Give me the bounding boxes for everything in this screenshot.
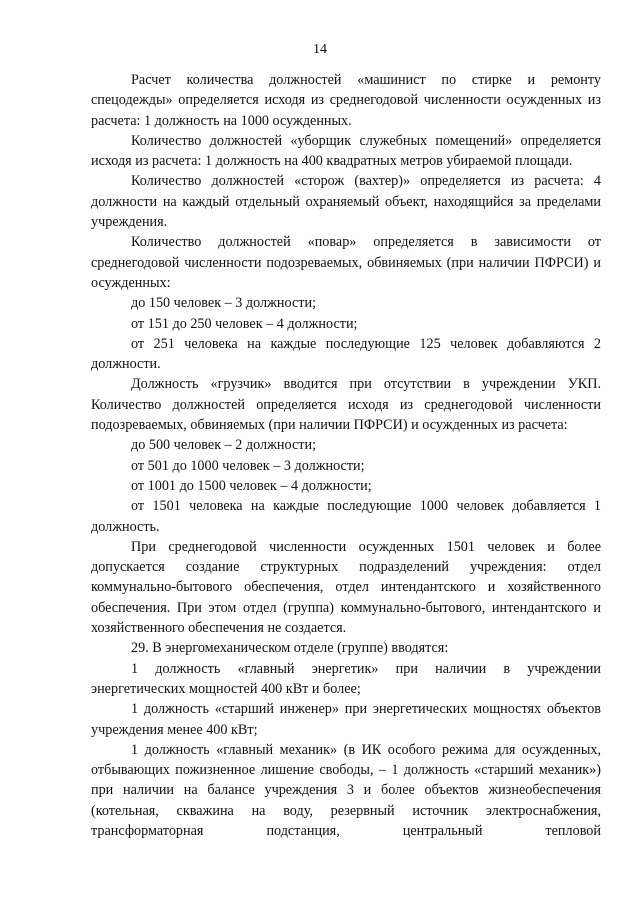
list-item-cook-250: от 151 до 250 человек – 4 должности;	[131, 315, 358, 332]
document-text	[91, 70, 601, 841]
list-item-loader-1501-plus: от 1501 человека на каждые последующие 1000 человек добавляется 1 должность.	[91, 498, 601, 535]
list-item-chief-mechanic: 1 должность «главный механик» (в ИК особого режима для осужденных, отбывающих пожизненное лишение свободы, – 1 должность «старший механик») при наличии на балансе учреждения 3 и более объектов жизнеобеспечения (котельная, скважина на воду, резервный источник электроснабжения, трансформаторная подстанция, центральный тепловой	[91, 741, 601, 839]
list-item-cook-150: до 150 человек – 3 должности;	[131, 295, 317, 312]
page-number: 14	[313, 42, 327, 57]
paragraph-laundry-operator: Расчет количества должностей «машинист по стирке и ремонту спецодежды» определяется исходя из среднегодовой численности осужденных из расчета: 1 должность на 1000 осужденных.	[91, 72, 601, 129]
list-item-cook-251-plus: от 251 человека на каждые последующие 125 человек добавляются 2 должности.	[91, 335, 601, 373]
list-item-chief-power-engineer: 1 должность «главный энергетик» при наличии в учреждении энергетических мощностей 400 кВт и более;	[91, 660, 601, 697]
paragraph-cleaner: Количество должностей «уборщик служебных помещений» определяется исходя из расчета: 1 должность на 400 квадратных метров убираемой площади.	[91, 132, 601, 170]
paragraph-watchman: Количество должностей «сторож (вахтер)» определяется из расчета: 4 должности на каждый отдельный охраняемый объект, находящийся за пределами учреждения.	[91, 173, 601, 231]
list-item-senior-engineer: 1 должность «старший инженер» при энергетических мощностях объектов учреждения менее 400 кВт;	[91, 701, 601, 738]
section-heading-29: 29. В энергомеханическом отделе (группе) вводятся:	[131, 640, 449, 657]
list-item-loader-1000: от 501 до 1000 человек – 3 должности;	[131, 457, 365, 474]
paragraph-loader: Должность «грузчик» вводится при отсутствии в учреждении УКП. Количество должностей определяется исходя из среднегодовой численности подозреваемых, обвиняемых (при наличии ПФРСИ) и осужденных из расчета:	[91, 376, 601, 434]
paragraph-structural-units: При среднегодовой численности осужденных 1501 человек и более допускается создание структурных подразделений учреждения: отдел коммунально-бытового обеспечения, отдел интендантского и хозяйственного обеспечения. При этом отдел (группа) коммунально-бытового, интендантского и хозяйственного обеспечения не создается.	[91, 538, 601, 637]
list-item-loader-1500: от 1001 до 1500 человек – 4 должности;	[131, 477, 372, 494]
list-item-loader-500: до 500 человек – 2 должности;	[131, 437, 317, 454]
paragraph-cook: Количество должностей «повар» определяется в зависимости от среднегодовой численности подозреваемых, обвиняемых (при наличии ПФРСИ) и осужденных:	[91, 234, 601, 291]
